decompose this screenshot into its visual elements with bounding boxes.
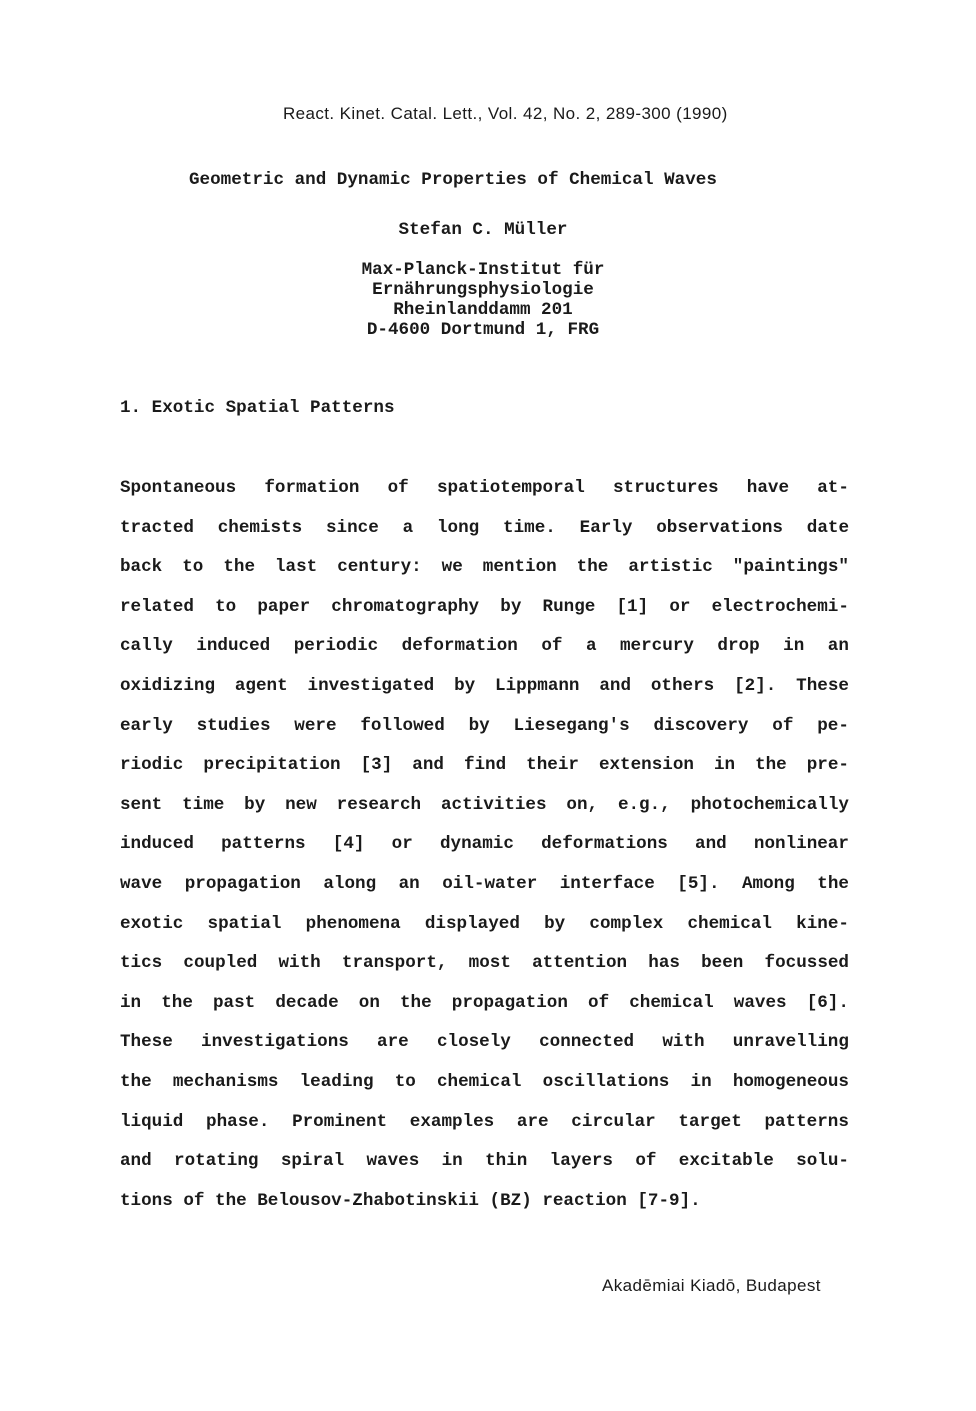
- body-line: induced patterns [4] or dynamic deformations and nonlinear: [120, 834, 849, 855]
- body-line: back to the last century: we mention the artistic "paintings": [120, 557, 849, 578]
- body-line: liquid phase. Prominent examples are circular target patterns: [120, 1111, 849, 1132]
- journal-citation: React. Kinet. Catal. Lett., Vol. 42, No. 2, 289-300 (1990): [283, 104, 728, 123]
- affiliation-line: Rheinlanddamm 201: [393, 300, 573, 320]
- body-line: early studies were followed by Liesegang's discovery of pe-: [120, 715, 849, 736]
- body-line: sent time by new research activities on, e.g., photochemically: [120, 794, 849, 815]
- affiliation-line: Ernährungsphysiologie: [372, 280, 594, 300]
- author-affiliation: [0, 260, 966, 340]
- body-line: in the past decade on the propagation of chemical waves [6].: [120, 992, 849, 1013]
- affiliation-line: D-4600 Dortmund 1, FRG: [366, 320, 600, 340]
- body-line: These investigations are closely connected with unravelling: [120, 1032, 849, 1053]
- body-line: oxidizing agent investigated by Lippmann and others [2]. These: [120, 675, 849, 696]
- publisher-imprint: Akadēmiai Kiadō, Budapest: [602, 1276, 821, 1295]
- body-line: cally induced periodic deformation of a mercury drop in an: [120, 636, 849, 657]
- body-line: exotic spatial phenomena displayed by complex chemical kine-: [120, 913, 849, 934]
- author-name: Stefan C. Müller: [398, 220, 568, 240]
- section-heading: 1. Exotic Spatial Patterns: [120, 398, 395, 418]
- body-line: riodic precipitation [3] and find their extension in the pre-: [120, 755, 849, 776]
- body-line: and rotating spiral waves in thin layers of excitable solu-: [120, 1151, 849, 1172]
- body-line: wave propagation along an oil-water interface [5]. Among the: [120, 873, 849, 894]
- body-line: the mechanisms leading to chemical oscillations in homogeneous: [120, 1071, 849, 1092]
- body-paragraph: [120, 477, 849, 1229]
- affiliation-line: Max-Planck-Institut für: [361, 260, 605, 280]
- body-line: Spontaneous formation of spatiotemporal structures have at-: [120, 478, 849, 498]
- body-line: tracted chemists since a long time. Early observations date: [120, 517, 849, 538]
- body-line: related to paper chromatography by Runge [1] or electrochemi-: [120, 596, 849, 617]
- article-title: Geometric and Dynamic Properties of Chemical Waves: [189, 170, 717, 190]
- body-line: tics coupled with transport, most attention has been focussed: [120, 953, 849, 974]
- body-line: tions of the Belousov-Zhabotinskii (BZ) reaction [7-9].: [120, 1190, 701, 1211]
